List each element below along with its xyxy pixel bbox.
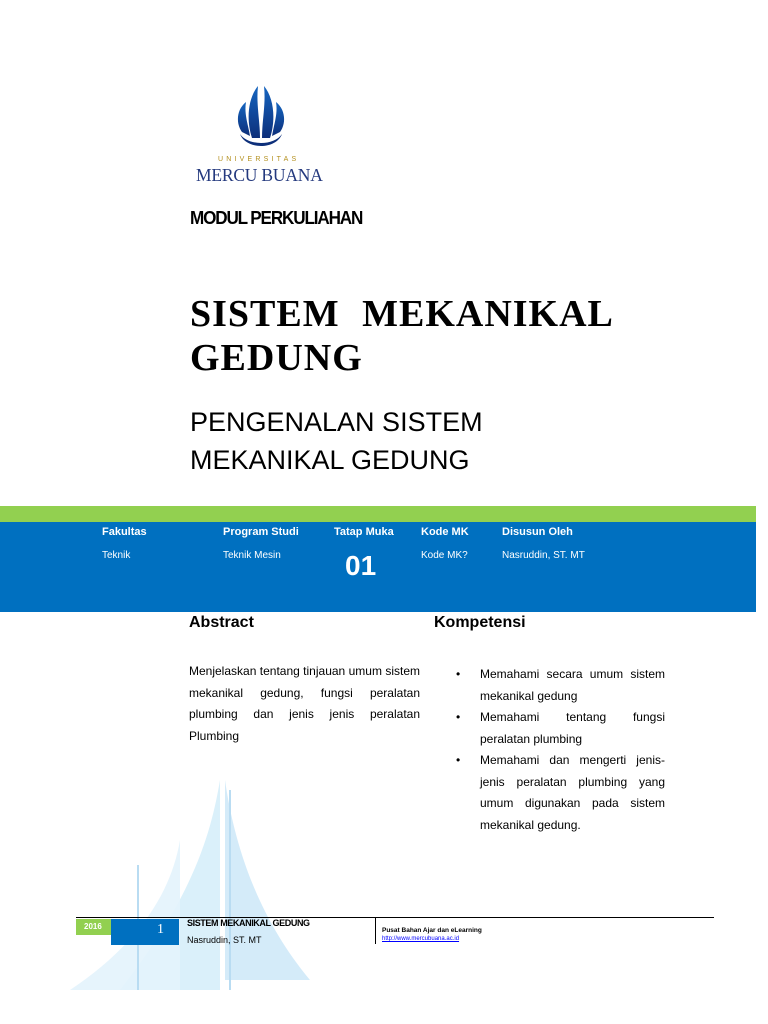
list-item-text: Memahami tentang fungsi peralatan plumbing: [480, 710, 665, 746]
abstract-text: Menjelaskan tentang tinjauan umum sistem mekanikal gedung, fungsi peralatan plumbing dan jenis jenis peralatan Plumbing: [189, 664, 420, 743]
list-item: [456, 750, 665, 836]
value-fakultas: Teknik: [102, 550, 131, 561]
module-label: MODUL PERKULIAHAN: [190, 208, 363, 228]
footer-center-name: Pusat Bahan Ajar dan eLearning: [382, 927, 482, 934]
value-disusun-oleh: Nasruddin, ST. MT: [502, 550, 585, 561]
logo-name: MERCU BUANA: [196, 165, 323, 185]
bullet-icon: •: [456, 667, 461, 681]
footer-author: Nasruddin, ST. MT: [187, 935, 262, 945]
decorative-sail-graphic: [60, 780, 320, 990]
list-item-text: Memahami dan mengerti jenis-jenis peralatan plumbing yang umum digunakan pada sistem mekanikal gedung.: [480, 753, 665, 832]
bullet-icon: •: [456, 710, 461, 724]
header-disusun-oleh: Disusun Oleh: [502, 526, 573, 538]
footer-course-title: SISTEM MEKANIKAL GEDUNG: [187, 918, 310, 928]
kompetensi-heading: Kompetensi: [434, 614, 526, 631]
bullet-icon: •: [456, 753, 461, 767]
value-kode-mk: Kode MK?: [421, 550, 468, 561]
header-kode-mk: Kode MK: [421, 526, 469, 538]
list-item: [456, 707, 665, 750]
document-subtitle: PENGENALAN SISTEM MEKANIKAL GEDUNG: [190, 407, 483, 475]
page-number: 1: [111, 919, 179, 945]
header-fakultas: Fakultas: [102, 526, 147, 538]
footer-divider: [375, 918, 376, 944]
value-program-studi: Teknik Mesin: [223, 550, 281, 561]
footer-rule: [76, 917, 714, 918]
logo-subtitle: UNIVERSITAS: [218, 156, 300, 163]
footer-year: 2016: [76, 919, 111, 935]
document-title: SISTEM MEKANIKAL GEDUNG: [190, 293, 612, 379]
green-band: [0, 506, 756, 522]
header-tatap-muka: Tatap Muka: [334, 526, 394, 538]
abstract-heading: Abstract: [189, 614, 254, 631]
list-item-text: Memahami secara umum sistem mekanikal gedung: [480, 667, 665, 703]
list-item: [456, 664, 665, 707]
header-program-studi: Program Studi: [223, 526, 299, 538]
footer-url-link[interactable]: http://www.mercubuana.ac.id: [382, 936, 460, 942]
kompetensi-list: [456, 664, 665, 836]
value-tatap-muka: 01: [345, 550, 377, 581]
